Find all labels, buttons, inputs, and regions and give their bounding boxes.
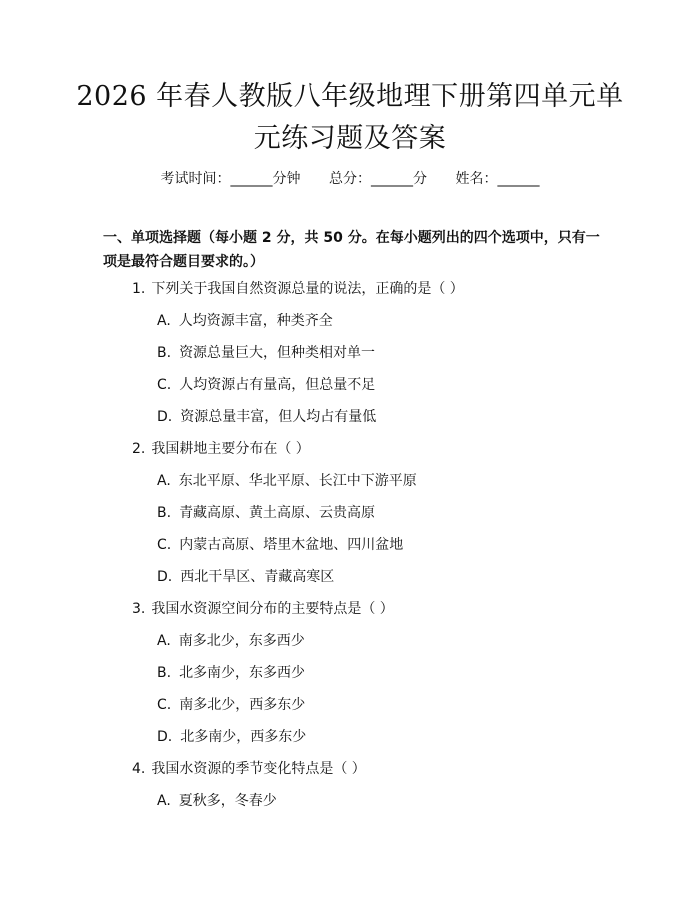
option-letter: A.: [157, 633, 171, 649]
option-letter: A.: [157, 313, 171, 329]
question-number: 2.: [132, 441, 146, 457]
exam-info-row: [0, 168, 700, 188]
option-letter: A.: [157, 793, 171, 809]
question-2-option-c: [157, 535, 403, 555]
option-text: 人均资源占有量高，但总量不足: [179, 377, 376, 393]
page-title: [0, 76, 700, 160]
question-3-option-d: [157, 727, 306, 747]
section-heading: 一、单项选择题（每小题 2 分，共 50 分。在每小题列出的四个选项中，只有一项是最符合题目要求的。）: [103, 230, 600, 270]
question-2-option-d: [157, 567, 334, 587]
option-letter: D.: [157, 409, 173, 425]
option-text: 青藏高原、黄土高原、云贵高原: [179, 505, 376, 521]
option-letter: B.: [157, 505, 172, 521]
question-4-option-a: [157, 791, 277, 811]
question-2: [132, 439, 310, 459]
option-text: 夏秋多，冬春少: [178, 793, 277, 809]
question-1: [132, 279, 464, 299]
option-text: 资源总量巨大，但种类相对单一: [179, 345, 376, 361]
option-letter: B.: [157, 345, 172, 361]
question-1-option-a: [157, 311, 333, 331]
title-line-1: 2026 年春人教版八年级地理下册第四单元单: [76, 81, 624, 112]
question-3-option-a: [157, 631, 305, 651]
question-1-option-c: [157, 375, 375, 395]
total-score-field: 总分：______分: [329, 171, 427, 187]
option-text: 北多南少，东多西少: [179, 665, 306, 681]
question-number: 4.: [132, 761, 146, 777]
option-text: 东北平原、华北平原、长江中下游平原: [178, 473, 417, 489]
question-4: [132, 759, 366, 779]
question-text: 我国水资源空间分布的主要特点是（ ）: [151, 601, 394, 617]
question-3-option-b: [157, 663, 305, 683]
option-text: 内蒙古高原、塔里木盆地、四川盆地: [179, 537, 404, 553]
option-letter: C.: [157, 377, 172, 393]
question-2-option-b: [157, 503, 375, 523]
option-text: 西北干旱区、青藏高寒区: [180, 569, 335, 585]
question-text: 下列关于我国自然资源总量的说法，正确的是（ ）: [151, 281, 464, 297]
option-letter: C.: [157, 697, 172, 713]
question-1-option-b: [157, 343, 375, 363]
option-letter: A.: [157, 473, 171, 489]
question-number: 3.: [132, 601, 146, 617]
option-text: 人均资源丰富，种类齐全: [178, 313, 333, 329]
name-field: 姓名：______: [455, 171, 540, 187]
exam-time-field: 考试时间：______分钟: [160, 171, 301, 187]
question-number: 1.: [132, 281, 146, 297]
question-2-option-a: [157, 471, 417, 491]
title-line-2: 元练习题及答案: [253, 123, 447, 154]
option-letter: B.: [157, 665, 172, 681]
option-letter: D.: [157, 569, 173, 585]
option-letter: C.: [157, 537, 172, 553]
option-letter: D.: [157, 729, 173, 745]
question-text: 我国水资源的季节变化特点是（ ）: [151, 761, 366, 777]
question-3: [132, 599, 394, 619]
question-text: 我国耕地主要分布在（ ）: [151, 441, 310, 457]
option-text: 南多北少，东多西少: [178, 633, 305, 649]
option-text: 南多北少，西多东少: [179, 697, 306, 713]
option-text: 北多南少，西多东少: [180, 729, 307, 745]
question-1-option-d: [157, 407, 376, 427]
question-3-option-c: [157, 695, 305, 715]
option-text: 资源总量丰富，但人均占有量低: [180, 409, 377, 425]
